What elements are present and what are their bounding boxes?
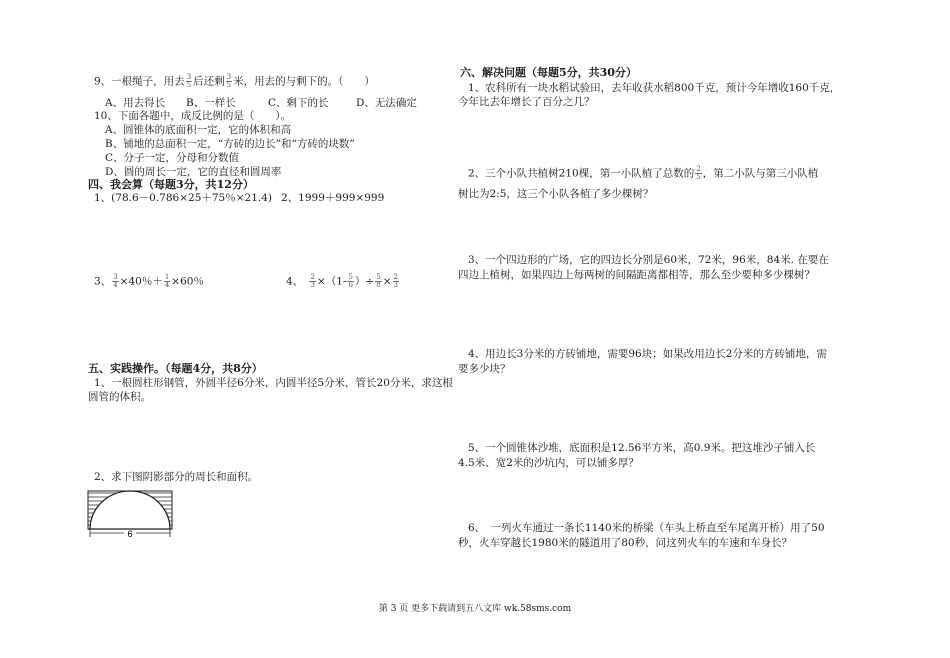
problem-5-line2: 4.5米、宽2米的沙坑内，可以铺多厚？ [458, 457, 639, 469]
problem-1-line1: 1、农科所有一块水稻试验田，去年收获水稻800千克，预计今年增收160千克， [468, 82, 841, 94]
section-4-title: 四、我会算（每题3分，共12分） [88, 178, 254, 191]
section-5-title: 五、实践操作。（每题4分，共8分） [88, 362, 263, 375]
problem-2-line2: 树比为2:5，这三个小队各植了多少棵树？ [458, 188, 654, 200]
q9-option-b: B、一样长 [186, 97, 236, 109]
fraction: $\frac{3}{5}$ [226, 73, 232, 89]
fraction: $\frac{2}{3}$ [393, 273, 398, 289]
q9-option-c: C、剩下的长 [268, 97, 329, 109]
problem-3-line2: 四边上植树，如果四边上每两树的间隔距离都相等，那么至少要种多少棵树？ [458, 269, 815, 281]
calc-3: 3、 $\frac{3}{4}$ ×40％＋ $\frac{1}{4}$ ×60％ [94, 273, 204, 289]
fraction: $\frac{1}{4}$ [164, 273, 170, 289]
q9-option-a: A、用去得长 [105, 97, 166, 109]
problem-3-line1: 3、一个四边形的广场，它的四边长分别是60米，72米，96米，84米. 在要在 [468, 254, 829, 266]
fraction: $\frac{3}{4}$ [113, 273, 118, 289]
q10-option-d: D、圆的周长一定，它的直径和圆周率 [105, 166, 282, 178]
fraction: $\frac{5}{6}$ [348, 273, 353, 289]
problem-4-line1: 4、用边长3分米的方砖铺地，需要96块；如果改用边长2分米的方砖铺地，需 [468, 348, 827, 360]
fraction: $\frac{2}{3}$ [310, 273, 315, 289]
fraction: $\frac{5}{8}$ [376, 273, 381, 289]
practice-2: 2、求下图阴影部分的周长和面积。 [94, 471, 259, 483]
problem-2-line1: 2、三个小队共植树210棵，第一小队植了总数的 $\frac{2}{5}$ ，第二小队与第三小队植 [468, 165, 819, 181]
practice-1-line2: 圆管的体积。 [88, 391, 151, 403]
problem-1-line2: 今年比去年增长了百分之几？ [458, 96, 595, 108]
q10-option-a: A、圆锥体的底面积一定，它的体积和高 [105, 124, 292, 136]
q9-option-d: D、无法确定 [356, 97, 417, 109]
shaded-region [88, 491, 172, 529]
q9-stem: 9、一根绳子，用去 $\frac{3}{5}$ 后还剩 $\frac{3}{5}$ 米，用去的与剩下的。（ ） [94, 73, 375, 89]
q10-option-b: B、铺地的总面积一定，“方砖的边长”和“方砖的块数” [105, 138, 355, 150]
problem-4-line2: 要多少块？ [458, 363, 511, 375]
problem-5-line1: 5、一个圆锥体沙堆，底面积是12.56平方米，高0.9米。把这堆沙子铺入长 [468, 442, 816, 454]
problem-6-line1: 6、 一列火车通过一条长1140米的桥梁（车头上桥直至车尾离开桥）用了50 [468, 522, 825, 534]
dimension-label: 6 [127, 529, 133, 539]
calc-2: 2、1999＋999×999 [281, 192, 385, 204]
fraction: $\frac{3}{5}$ [186, 73, 192, 89]
practice-1-line1: 1、一根圆柱形钢管，外圆半径6分米，内圆半径5分米，管长20分米，求这根 [94, 377, 453, 389]
section-6-title: 六、解决问题（每题5分，共30分） [460, 66, 637, 79]
page-footer: 第 3 页 更多下载请到五八文库 wk.58sms.com [378, 604, 572, 614]
shaded-semicircle-figure [86, 487, 178, 539]
calc-4: 4、 $\frac{2}{3}$ ×（1- $\frac{5}{6}$ ）÷ $\frac{5}{8}$ × $\frac{2}{3}$ [286, 273, 398, 289]
fraction: $\frac{2}{5}$ [696, 165, 701, 181]
problem-6-line2: 秒，火车穿越长1980米的隧道用了80秒，问这列火车的车速和车身长？ [458, 537, 793, 549]
q10-stem: 10、下面各题中，成反比例的是（ ）。 [94, 110, 292, 122]
q10-option-c: C、分子一定，分母和分数值 [105, 152, 240, 164]
calc-1: 1、(78.6－0.786×25＋75％×21.4) [94, 192, 273, 204]
